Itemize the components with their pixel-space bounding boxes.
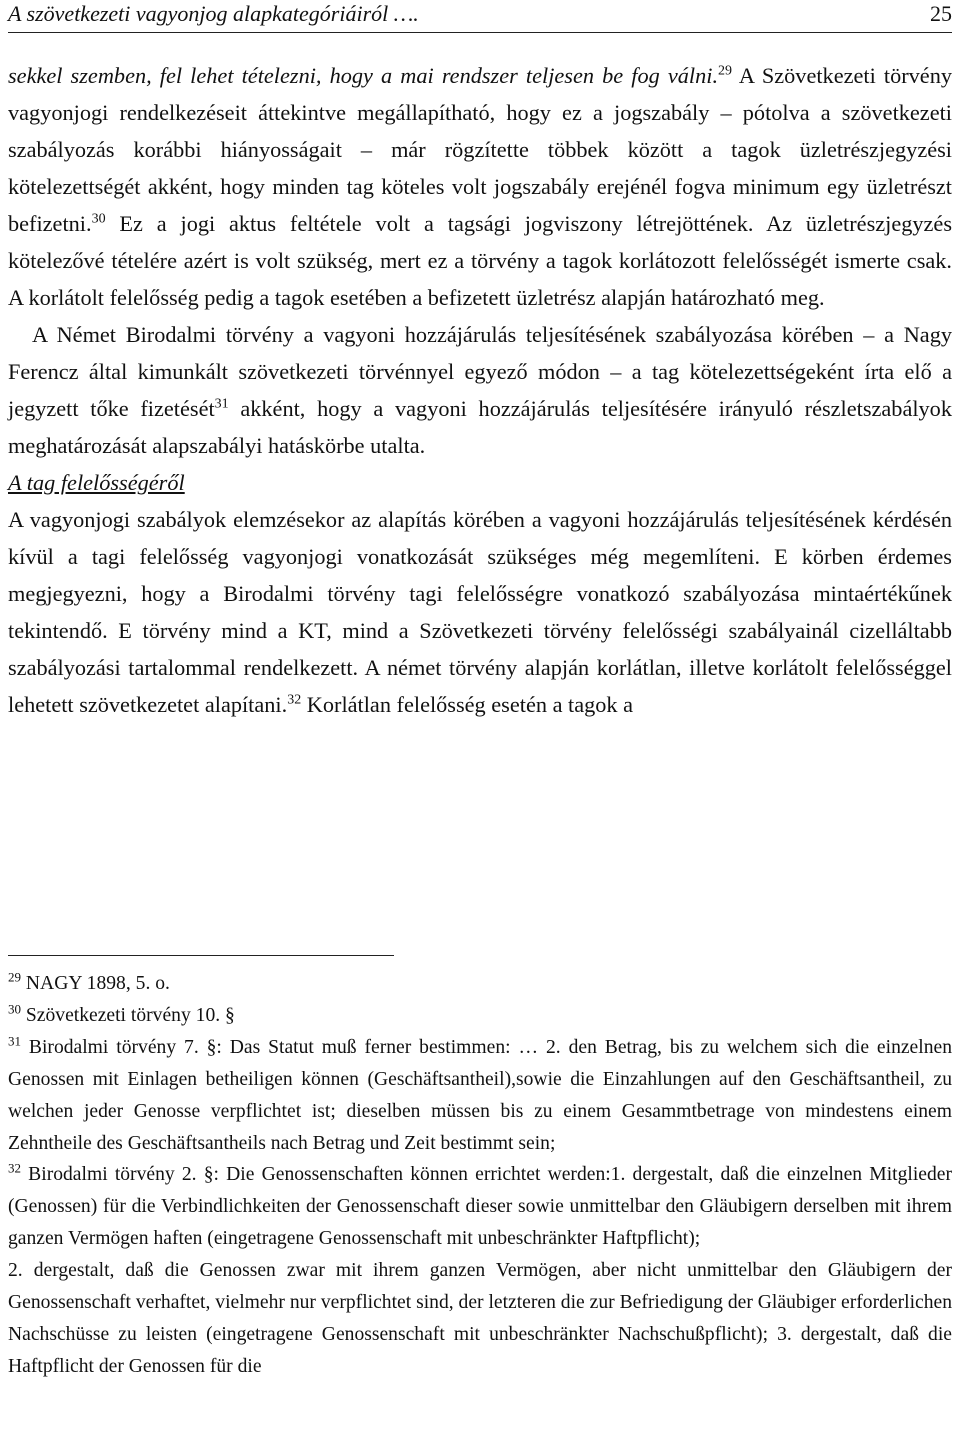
- paragraph-2: [8, 316, 952, 464]
- footnote-text: NAGY 1898, 5. o.: [21, 973, 170, 994]
- paragraph-1-text-cont: Ez a jogi aktus feltétele volt a tagsági jogviszony létrejöttének. Az üzletrészjegyzés kötelezővé tételére azért is volt szükség, mert ez a törvény a tagok korlátozott felelősségét ismerte csak. A korlátolt felelősség pedig a tagok esetében a befizetett üzletrész alapján határozható meg.: [8, 211, 952, 310]
- footnote-32: [8, 1159, 952, 1255]
- running-header: [8, 0, 952, 33]
- paragraph-2-text-cont: akként, hogy a vagyoni hozzájárulás teljesítésére irányuló részletszabályok meghatározását alapszabályi hatáskörbe utalta.: [8, 396, 952, 458]
- footnote-31: [8, 1032, 952, 1160]
- footnote-number: 31: [8, 1033, 21, 1049]
- footnote-text: Birodalmi törvény 7. §: Das Statut muß ferner bestimmen: … 2. den Betrag, bis zu welchem sich die einzelnen Genossen mit Einlagen betheiligen können (Geschäftsantheil),sowie die Einzahlungen auf den Geschäftsantheil, zu welchen jeder Genosse verpflichtet ist; dieselben müssen bis zu einem Gesammtbetrage von mindestens einem Zehntheile des Geschäftsantheils nach Betrag und Zeit bestimmt sein;: [8, 1036, 952, 1154]
- page-number: 25: [930, 1, 952, 26]
- footnote-ref-32[interactable]: 32: [287, 692, 302, 708]
- footnote-32-continuation: 2. dergestalt, daß die Genossen zwar mit ihrem ganzen Vermögen, aber nicht unmittelbar den Gläubigern der Genossenschaft verhaftet, vielmehr nur verpflichtet sind, der letzteren die zur Befriedigung der Gläubiger erforderlichen Nachschüsse zu leisten (eingetragene Genossenschaft mit unbeschränkter Nachschußpflicht); 3. dergestalt, daß die Haftpflicht der Genossen für die: [8, 1260, 952, 1377]
- footnote-text: Szövetkezeti törvény 10. §: [21, 1004, 235, 1026]
- paragraph-3-text: A vagyonjogi szabályok elemzésekor az alapítás körében a vagyoni hozzájárulás teljesítésének kérdésén kívül a tagi felelősség vagyonjogi vonatkozását szükséges még megemlíteni. E körben érdemes megjegyezni, hogy a Birodalmi törvény tagi felelősségre vonatkozó szabályozása mintaértékűnek tekintendő. E törvény mind a KT, mind a Szövetkezeti törvény felelősségi szabályainál cizelláltabb szabályozási tartalommal rendelkezett. A német törvény alapján korlátlan, illetve korlátolt felelősséggel lehetett szövetkezetet alapítani.: [8, 507, 952, 717]
- footnote-ref-31[interactable]: 31: [214, 396, 229, 412]
- footnotes: [8, 968, 952, 1383]
- footnote-number: 29: [8, 969, 21, 985]
- main-text: [8, 57, 952, 723]
- footnote-number: 32: [8, 1160, 21, 1176]
- paragraph-1: [8, 57, 952, 316]
- header-title: A szövetkezeti vagyonjog alapkategóriáiról ….: [8, 1, 419, 26]
- paragraph-2-text: A Német Birodalmi törvény a vagyoni hozzájárulás teljesítésének szabályozása körében – a Nagy Ferencz által kimunkált szövetkezeti törvénnyel egyező módon – a tag kötelezettségeként írta elő a jegyzett tőke fizetését: [8, 322, 952, 421]
- paragraph-3: [8, 501, 952, 723]
- footnote-ref-29[interactable]: 29: [718, 63, 733, 79]
- footnote-number: 30: [8, 1001, 21, 1017]
- footnote-separator: [8, 955, 394, 956]
- section-heading: A tag felelősségéről: [8, 470, 185, 495]
- paragraph-3-text-cont: Korlátlan felelősség esetén a tagok a: [301, 692, 634, 717]
- footnote-text: Birodalmi törvény 2. §: Die Genossenschaften können errichtet werden:1. dergestalt, daß die einzelnen Mitglieder (Genossen) für die Verbindlichkeiten der Genossenschaft dieser sowie unmittelbar den Gläubigern derselben mit ihrem ganzen Vermögen haften (eingetragene Genossenschaft mit unbeschränkter Haftpflicht);: [8, 1164, 952, 1250]
- footnote-29: [8, 968, 952, 1000]
- footnote-30: [8, 1000, 952, 1032]
- footnote-ref-30[interactable]: 30: [91, 211, 106, 227]
- paragraph-1-text: A Szövetkezeti törvény vagyonjogi rendelkezéseit áttekintve megállapítható, hogy ez a jogszabály – pótolva a szövetkezeti szabályozás korábbi hiányosságait – már rögzítette többek között a tagok üzletrészjegyzési kötelezettségét akként, hogy minden tag köteles volt jogszabály erejénél fogva minimum egy üzletrészt befizetni.: [8, 63, 952, 236]
- paragraph-1-italic: sekkel szemben, fel lehet tételezni, hogy a mai rendszer teljesen be fog válni.: [8, 63, 719, 88]
